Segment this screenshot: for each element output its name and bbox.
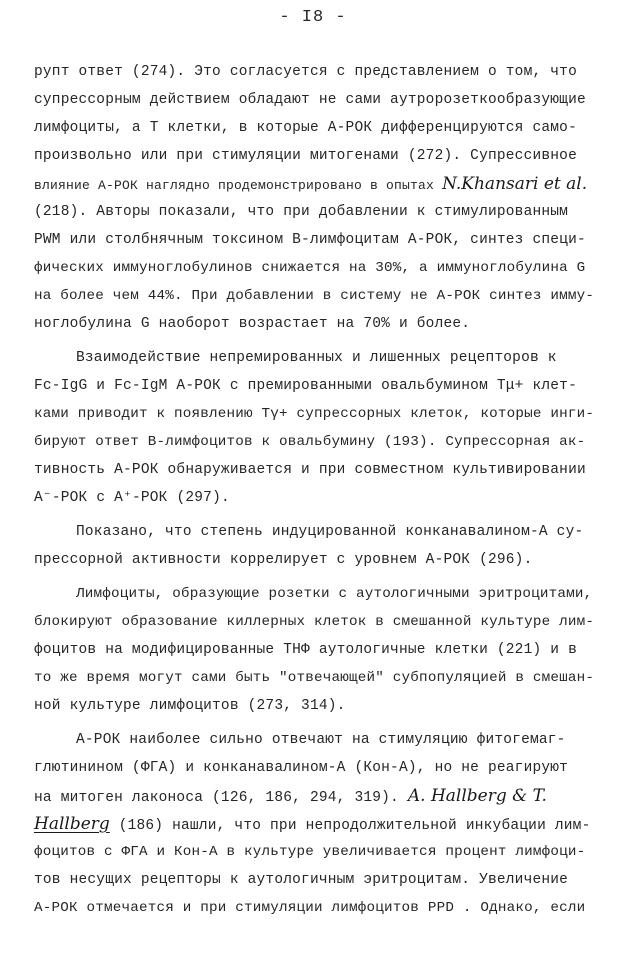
- line-text: бируют ответ В-лимфоцитов к овальбумину (193). Супрессорная ак-: [34, 434, 586, 450]
- line-text: Показано, что степень индуцированной конканавалином-А су-: [76, 524, 584, 540]
- text-line: [34, 580, 594, 608]
- line-text: произвольно или при стимуляции митогенами (272). Супрессивное: [34, 148, 577, 164]
- text-line: [34, 518, 594, 546]
- line-text: блокируют образование киллерных клеток в смешанной культуре лим-: [34, 614, 595, 630]
- text-line: [34, 310, 594, 338]
- line-text: фоцитов с ФГА и Кон-А в культуре увеличивается процент лимфоци-: [34, 844, 586, 860]
- text-line: [34, 114, 594, 142]
- line-text: супрессорным действием обладают не сами аутророзеткообразующие: [34, 92, 586, 108]
- line-text: А-РОК наиболее сильно отвечают на стимуляцию фитогемаг-: [76, 732, 566, 748]
- line-text: Взаимодействие непремированных и лишенных рецепторов к: [76, 350, 557, 366]
- line-text: прессорной активности коррелирует с уровнем А-РОК (296).: [34, 552, 533, 568]
- text-line: [34, 754, 594, 782]
- text-line: [34, 456, 594, 484]
- text-line: [34, 838, 594, 866]
- text-line: [34, 198, 594, 226]
- line-text: тов несущих рецепторы к аутологичным эритроцитам. Увеличение: [34, 872, 569, 888]
- page-number: - I8 -: [279, 8, 347, 27]
- text-line: [34, 866, 594, 894]
- text-line: [34, 810, 594, 838]
- text-line: [34, 428, 594, 456]
- handwritten-annotation: A. Hallberg & T.: [407, 786, 547, 806]
- line-text: (218). Авторы показали, что при добавлении к стимулированным: [34, 204, 569, 220]
- line-text: ной культуре лимфоцитов (273, 314).: [34, 698, 346, 714]
- line-text: ноглобулина G наоборот возрастает на 70% и более.: [34, 316, 471, 332]
- text-line: [34, 86, 594, 114]
- text-line: [34, 726, 594, 754]
- text-line: [34, 546, 594, 574]
- text-line: [34, 894, 594, 922]
- body-text: [34, 58, 594, 922]
- text-line: [34, 58, 594, 86]
- line-text: глютинином (ФГА) и конканавалином-А (Кон-А), но не реагируют: [34, 760, 569, 776]
- line-text: фоцитов на модифицированные ТНФ аутологичные клетки (221) и в: [34, 642, 577, 658]
- line-text: влияние А-РОК наглядно продемонстрировано в опытах: [34, 178, 435, 193]
- text-line: [34, 692, 594, 720]
- line-text: то же время могут сами быть "отвечающей" субпопуляцией в смешан-: [34, 670, 595, 686]
- line-text: на более чем 44%. При добавлении в систему не А-РОК синтез иммy-: [34, 288, 595, 304]
- text-line: [34, 782, 594, 810]
- line-text: А-РОК отмечается и при стимуляции лимфоцитов PPD . Однако, если: [34, 900, 586, 916]
- line-text: PWM или столбнячным токсином В-лимфоцитам А-РОК, синтез специ-: [34, 232, 586, 248]
- handwritten-annotation: N.Khansari et al.: [442, 174, 588, 194]
- line-text: рупт ответ (274). Это согласуется с представлением о том, что: [34, 64, 577, 80]
- line-text: Fc-IgG и Fc-IgM А-РОК с премированными овальбумином Tμ+ клет-: [34, 378, 577, 394]
- line-text: фических иммуноглобулинов снижается на 30%, а иммуноглобулина G: [34, 260, 586, 276]
- text-line: [34, 170, 594, 198]
- line-text: ками приводит к появлению Tγ+ супрессорных клеток, которые инги-: [34, 406, 595, 422]
- text-line: [34, 282, 594, 310]
- text-line: [34, 372, 594, 400]
- line-text: А⁻-РОК с А⁺-РОК (297).: [34, 490, 230, 506]
- text-line: [34, 484, 594, 512]
- line-text: лимфоциты, а Т клетки, в которые А-РОК дифференцируются само-: [34, 120, 577, 136]
- line-text: тивность А-РОК обнаруживается и при совместном культивировании: [34, 462, 586, 478]
- text-line: [34, 664, 594, 692]
- text-line: [34, 608, 594, 636]
- text-line: [34, 142, 594, 170]
- line-text: на митоген лаконоса (126, 186, 294, 319).: [34, 790, 399, 806]
- text-line: [34, 400, 594, 428]
- text-line: [34, 226, 594, 254]
- text-line: [34, 254, 594, 282]
- text-line: [34, 636, 594, 664]
- handwritten-annotation: Hallberg: [34, 814, 110, 834]
- text-line: [34, 344, 594, 372]
- line-text: (186) нашли, что при непродолжительной инкубации лим-: [118, 818, 591, 834]
- line-text: Лимфоциты, образующие розетки с аутологичными эритроцитами,: [76, 586, 593, 602]
